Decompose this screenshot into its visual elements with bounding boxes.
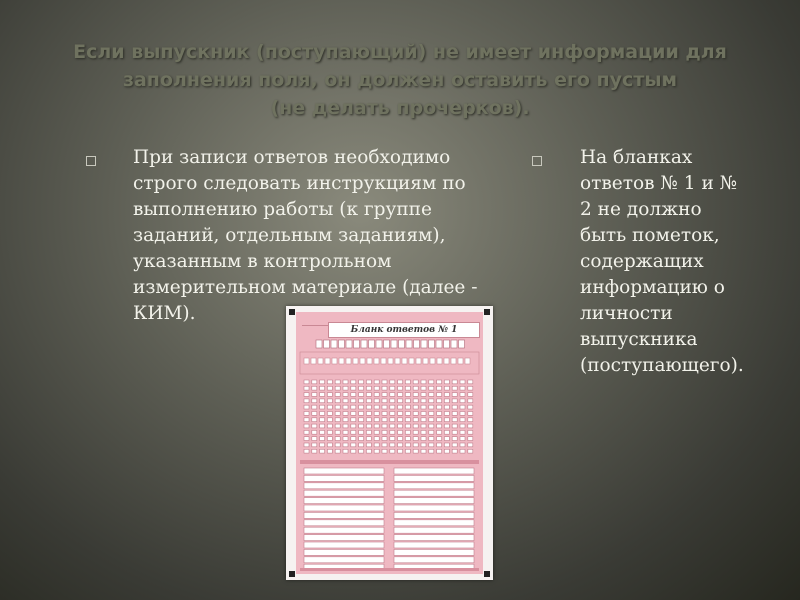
form-corner-mark	[289, 571, 295, 577]
slide-title	[40, 38, 760, 122]
title-line-2: заполнения поля, он должен оставить его пустым	[122, 69, 678, 91]
left-bullet-text: При записи ответов необходимо строго следовать инструкциям по выполнению работы (к группе заданий, отдельным заданиям), указанным в контрольном измерительном материале (далее - КИМ).	[133, 147, 478, 324]
form-grid-graphic	[296, 312, 483, 574]
form-title: Бланк ответов № 1	[328, 322, 480, 338]
bullet-square-icon	[532, 156, 542, 166]
title-line-1: Если выпускник (поступающий) не имеет информации для	[73, 41, 727, 63]
right-column	[580, 145, 750, 379]
form-corner-mark	[484, 571, 490, 577]
right-bullet-text: На бланках ответов № 1 и № 2 не должно быть пометок, содержащих информацию о личности выпускника (поступающего).	[580, 147, 744, 376]
left-column	[133, 145, 493, 327]
form-corner-mark	[484, 309, 490, 315]
form-pink-area	[296, 312, 483, 574]
answer-form-image	[286, 306, 493, 580]
title-line-3: (не делать прочерков).	[270, 97, 530, 119]
bullet-square-icon	[86, 156, 96, 166]
form-corner-mark	[289, 309, 295, 315]
